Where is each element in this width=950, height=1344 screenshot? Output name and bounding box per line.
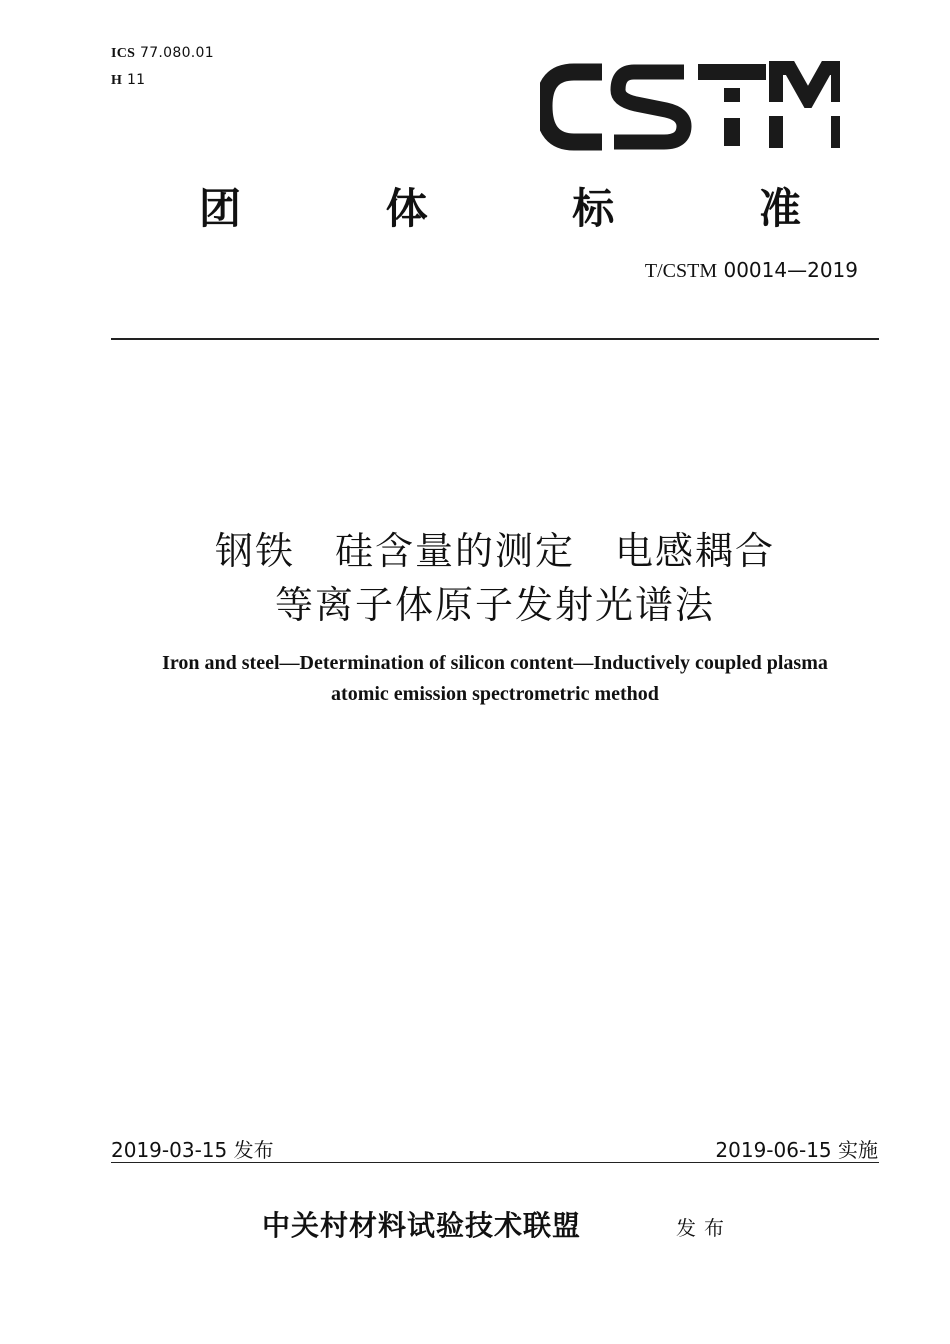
standard-type-char: 体 [385,184,428,233]
standard-type [190,176,810,236]
ccs-label: H [111,73,123,88]
publish-label: 发布 [676,1216,732,1240]
ics-value: 77.080.01 [140,45,214,61]
ics-code [111,45,214,62]
publisher-name: 中关村材料试验技术联盟 [262,1209,582,1242]
standard-number-prefix: T/CSTM [644,260,718,282]
ics-label: ICS [111,46,136,61]
title-cn-line-1: 钢铁 硅含量的测定 电感耦合 [214,529,775,573]
standard-number [645,258,858,283]
ccs-code [111,72,145,89]
cstm-logo [540,60,840,156]
title-en-line-1: Iron and steel—Determination of silicon content—Inductively coupled plasma [162,652,828,674]
ccs-value: 11 [126,72,146,88]
title-cn-line-2: 等离子体原子发射光谱法 [274,583,715,627]
standard-number-suffix: 00014—2019 [723,258,858,282]
standard-type-char: 标 [572,184,615,233]
top-divider [111,338,879,340]
standard-type-char: 团 [198,184,241,233]
standard-type-char: 准 [758,184,801,233]
title-en-line-2: atomic emission spectrometric method [331,683,659,705]
bottom-divider [111,1162,879,1163]
issue-date: 2019-03-15 发布 [111,1138,274,1162]
implementation-date: 2019-06-15 实施 [715,1138,878,1162]
